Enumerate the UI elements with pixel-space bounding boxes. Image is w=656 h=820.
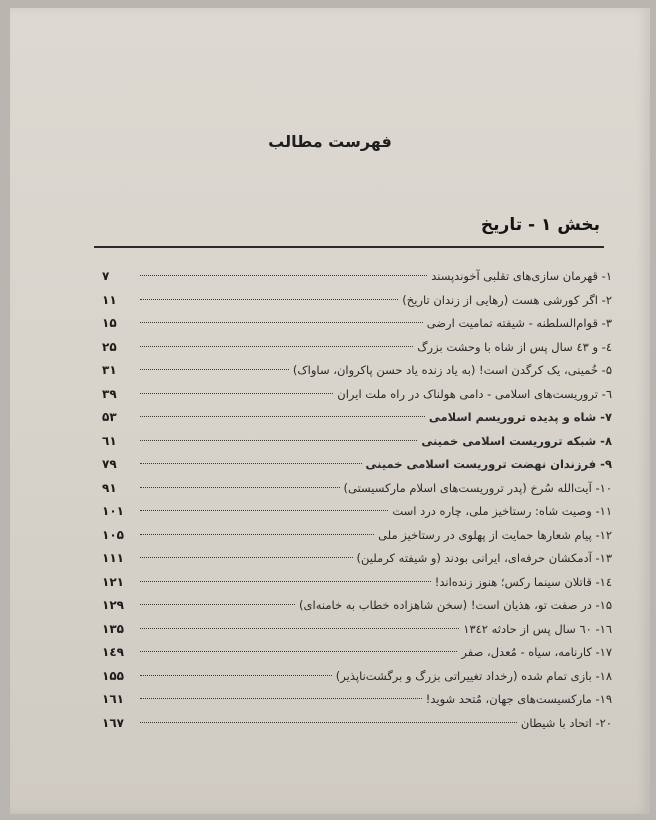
toc-page-number: ۱٦۱ — [102, 692, 124, 706]
toc-page-number: ۱۵ — [102, 316, 117, 330]
toc-page-number: ۱٤۹ — [102, 645, 124, 659]
toc-entry — [102, 477, 612, 501]
toc-entry-title: ۸- شبکه تروریست اسلامی خمینی — [421, 433, 612, 448]
toc-page-number: ٦۱ — [102, 433, 117, 448]
section-divider — [94, 246, 604, 248]
toc-entry-title: ۱٦- ٦۰ سال پس از حادثه ۱۳٤۲ — [463, 621, 612, 636]
dot-leader — [140, 393, 333, 394]
dot-leader — [140, 604, 295, 605]
toc-entry — [102, 336, 612, 360]
toc-entry-title: ۱۵- در صفت تو، هذیان است! (سخن شاهزاده خطاب به خامنه‌ای) — [299, 598, 612, 612]
dot-leader — [140, 510, 388, 511]
toc-page-number: ۲۵ — [102, 339, 117, 354]
section-heading: بخش ۱ - تاریخ — [480, 215, 600, 235]
dot-leader — [140, 698, 422, 699]
toc-entry-title: ۱۹- مارکسیست‌های جهان، مُتحد شوید! — [425, 692, 612, 706]
toc-page-number: ۳۹ — [102, 386, 117, 401]
book-page — [10, 8, 650, 814]
toc-page-number: ۱۱ — [102, 292, 117, 307]
dot-leader — [140, 346, 413, 347]
toc-entry — [102, 688, 612, 712]
toc-page-number: ۱۱۱ — [102, 551, 124, 565]
toc-entry-title: ۱۳- آدمکشان حرفه‌ای، ایرانی بودند (و شیفته کرملین) — [356, 551, 612, 565]
toc-entry — [102, 359, 612, 383]
toc-entry — [102, 289, 612, 313]
dot-leader — [140, 581, 431, 582]
toc-page-number: ۱۰۵ — [102, 527, 124, 542]
dot-leader — [140, 557, 353, 558]
dot-leader — [140, 487, 340, 488]
page-title: فهرست مطالب — [268, 132, 392, 151]
toc-entry — [102, 500, 612, 524]
toc-entry — [102, 524, 612, 548]
toc-entry-title: ۵- خُمینی، یک کرگدن است! (به یاد زنده یاد حسن پاکروان، ساواک) — [292, 363, 612, 377]
toc-entry — [102, 383, 612, 407]
dot-leader — [140, 299, 398, 300]
toc-page-number: ۱۲۹ — [102, 598, 124, 612]
toc-entry — [102, 430, 612, 454]
toc-entry — [102, 265, 612, 289]
toc-entry — [102, 547, 612, 571]
dot-leader — [140, 628, 459, 629]
toc-entry-title: ۷- شاه و پدیده تروریسم اسلامی — [428, 410, 612, 424]
toc-entry — [102, 712, 612, 736]
toc-entry-title: ۱۷- کارنامه، سیاه - مُعدل، صفر — [461, 645, 612, 659]
toc-page-number: ۱٦۷ — [102, 715, 124, 730]
toc-entry-title: ۱- قهرمان سازی‌های تقلبی آخوندپسند — [431, 269, 612, 283]
dot-leader — [140, 675, 332, 676]
toc-entry — [102, 312, 612, 336]
toc-page-number: ۷ — [102, 269, 110, 283]
toc-entry-title: ۱۱- وصیت شاه: رستاخیز ملی، چاره درد است — [392, 504, 612, 518]
dot-leader — [140, 440, 417, 441]
toc-entry-title: ۳- قوام‌السلطنه - شیفته تمامیت ارضی — [426, 316, 612, 330]
dot-leader — [140, 534, 374, 535]
dot-leader — [140, 722, 517, 723]
toc-entry-title: ۱٤- قاتلان سینما رکس؛ هنوز زنده‌اند! — [434, 574, 612, 589]
dot-leader — [140, 275, 427, 276]
toc-entry — [102, 665, 612, 689]
toc-entry-title: ۱۸- بازی تمام شده (رخداد تغییراتی بزرگ و برگشت‌ناپذیر) — [335, 668, 612, 683]
toc-page-number: ۳۱ — [102, 363, 117, 377]
toc-page-number: ۱۵۵ — [102, 668, 124, 683]
toc-entry-title: ۱۲- پیام شعارها حمایت از پهلوی در رستاخیز ملی — [378, 527, 612, 542]
toc-entry-title: ٤- و ٤۳ سال پس از شاه با وحشت بزرگ — [417, 339, 612, 354]
toc-entry-title: ۹- فرزندان نهضت تروریست اسلامی خمینی — [365, 457, 612, 471]
toc-entry — [102, 453, 612, 477]
toc-page-number: ۵۳ — [102, 410, 117, 424]
dot-leader — [140, 463, 362, 464]
toc-entry — [102, 571, 612, 595]
toc-entry — [102, 594, 612, 618]
toc-entry-title: ۲۰- اتحاد با شیطان — [520, 715, 612, 730]
toc-page-number: ۱۳۵ — [102, 621, 124, 636]
dot-leader — [140, 369, 289, 370]
toc-page-number: ۱۲۱ — [102, 574, 124, 589]
dot-leader — [140, 651, 457, 652]
toc-entry-title: ٦- تروریست‌های اسلامی - دامی هولناک در راه ملت ایران — [337, 386, 612, 401]
toc-entry — [102, 618, 612, 642]
toc-page-number: ۷۹ — [102, 457, 117, 471]
toc-entry-title: ۱۰- آیت‌الله سُرخ (پدر تروریست‌های اسلام مارکسیستی) — [343, 480, 612, 495]
toc-entry — [102, 641, 612, 665]
dot-leader — [140, 416, 425, 417]
dot-leader — [140, 322, 423, 323]
toc-entry — [102, 406, 612, 430]
toc-list — [102, 265, 612, 735]
toc-page-number: ۹۱ — [102, 480, 117, 495]
toc-page-number: ۱۰۱ — [102, 504, 124, 518]
toc-entry-title: ۲- اگر کورشی هست (رهایی از زندان تاریخ) — [402, 292, 612, 307]
